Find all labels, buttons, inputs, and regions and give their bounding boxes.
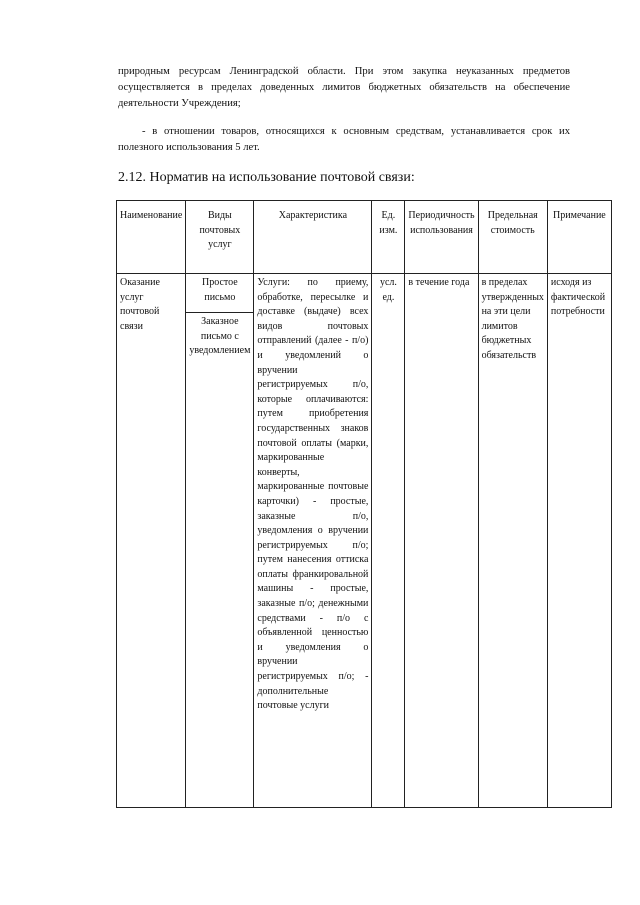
cell-note: исходя из фактической потребности [547, 274, 611, 808]
header-name: Наименование [117, 201, 186, 274]
header-period: Периодичность использования [405, 201, 478, 274]
postal-norm-table [116, 200, 612, 808]
header-characteristic: Характеристика [254, 201, 372, 274]
cell-kind-registered-letter: Заказное письмо с уведомлением [186, 313, 254, 808]
cell-period: в течение года [405, 274, 478, 808]
paragraph-procurement: природным ресурсам Ленинградской области. При этом закупка неуказанных предметов осуществляется в пределах доведенных лимитов бюджетных обязательств на обеспечение деятельности Учреждения; [118, 66, 570, 109]
cell-kind-simple-letter: Простое письмо [186, 274, 254, 313]
cell-characteristic: Услуги: по приему, обработке, пересылке и доставке (выдаче) всех видов почтовых отправлений (далее - п/о) и уведомлений о вручении регистрируемых п/о, которые оплачиваются: путем приобретения государственных знаков почтовой оплаты (марки, маркированные конверты, маркированные почтовые карточки) - простые, заказные п/о, уведомления о вручении регистрируемых п/о; путем нанесения оттиска оплаты франкировальной машины - простые, заказные п/о; денежными средствами - п/о с объявленной ценностью и уведомления о вручении регистрируемых п/о; - дополнительные почтовые услуги [254, 274, 372, 808]
section-heading: 2.12. Норматив на использование почтовой связи: [118, 170, 415, 185]
header-unit: Ед. изм. [372, 201, 405, 274]
table-header-row [117, 201, 612, 274]
cell-limit: в пределах утвержденных на эти цели лимитов бюджетных обязательств [478, 274, 547, 808]
paragraph-fixed-assets: - в отношении товаров, относящихся к основным средствам, устанавливается срок их полезного использования 5 лет. [118, 126, 570, 153]
header-note: Примечание [547, 201, 611, 274]
header-limit: Предельная стоимость [478, 201, 547, 274]
header-kinds: Виды почтовых услуг [186, 201, 254, 274]
cell-name: Оказание услуг почтовой связи [117, 274, 186, 808]
cell-unit: усл. ед. [372, 274, 405, 808]
table-row [117, 274, 612, 313]
